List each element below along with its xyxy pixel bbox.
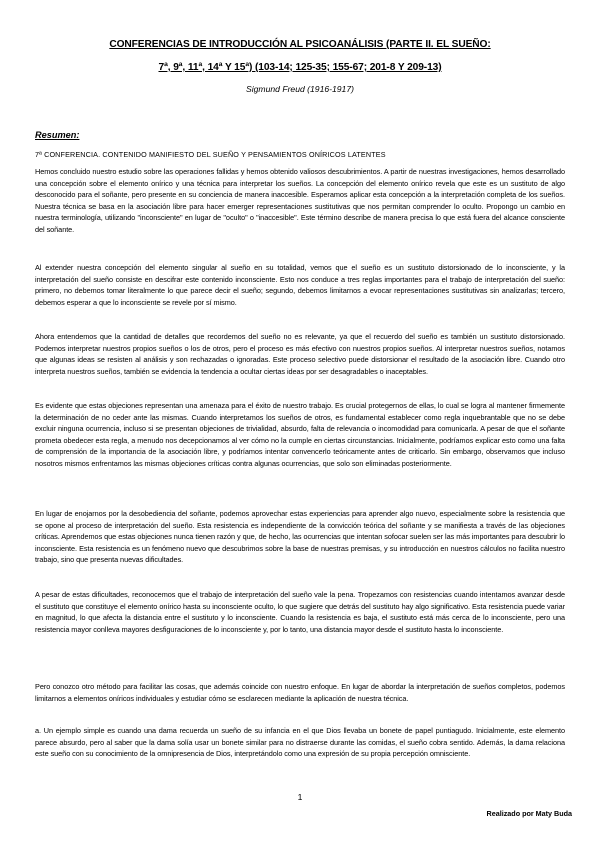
footer-credit: Realizado por Maty Buda <box>486 809 572 818</box>
paragraph-3: Ahora entendemos que la cantidad de detalles que recordemos del sueño no es relevante, ya que el recuerdo del sueño es también un sustituto distorsionado. Podemos interpretar nuestros propios sueños o los de otros, pero el proceso es más efectivo con nuestros propios sueños. Al interpretar nuestros sueños, notamos que algunas ideas se resisten al análisis y son rechazadas o ignoradas. Este proceso selectivo puede distorsionar el resultado de la asociación libre. Cuando otro interpreta nuestros sueños, también se evidencia la tendencia a ocultar ciertas ideas por ser desagradables o inaceptables. <box>35 332 565 376</box>
summary-heading: Resumen: <box>35 130 80 140</box>
section-heading: 7ª CONFERENCIA. CONTENIDO MANIFIESTO DEL SUEÑO Y PENSAMIENTOS ONÍRICOS LATENTES <box>35 150 386 159</box>
paragraph-2: Al extender nuestra concepción del elemento singular al sueño en su totalidad, vemos que el sueño es un sustituto distorsionado de lo inconsciente, y la interpretación del sueño consiste en descifrar este contenido inconsciente. Esto nos conduce a tres reglas importantes para el trabajo de interpretación del sueño: primero, no debemos tomar literalmente lo que parece decir el sueño; segundo, debemos limitarnos a evocar representaciones sustitutivas sin analizarlas; tercero, debemos esperar a que lo inconsciente se revele por sí mismo. <box>35 263 565 307</box>
page-number: 1 <box>297 792 303 802</box>
document-title-line-1: CONFERENCIAS DE INTRODUCCIÓN AL PSICOANÁLISIS (PARTE II. EL SUEÑO: <box>109 39 491 50</box>
paragraph-7: Pero conozco otro método para facilitar las cosas, que además coincide con nuestro enfoque. En lugar de abordar la interpretación de sueños completos, podemos limitarnos a elementos oníricos individuales y estudiar cómo se esclarecen mediante la aplicación de nuestra técnica. <box>35 682 565 703</box>
document-author: Sigmund Freud (1916-1917) <box>246 84 354 94</box>
paragraph-4: Es evidente que estas objeciones representan una amenaza para el éxito de nuestro trabajo. Es crucial protegernos de ellas, lo cual se logra al mantener firmemente la determinación de no ceder ante las mismas. Cuando interpretamos los sueños de otros, es fundamental establecer como regla inquebrantable que no se debe excluir ninguna ocurrencia, incluso si se presentan objeciones de trivialidad, absurdo, falta de relevancia o incomodidad para comunicarla. A pesar de que el soñante prometa obedecer esta regla, a menudo nos decepcionamos al ver cómo no la cumple en ciertas circunstancias. Inicialmente, podríamos explicar esto como una falta de comprensión de la importancia de la asociación libre, y podríamos intentar convencerlo teóricamente antes de criticarlo. Sin embargo, observamos que incluso nosotros mismos enfrentamos las mismas objeciones críticas contra algunas ocurrencias, que solo son eliminadas posteriormente. <box>35 401 565 468</box>
paragraph-1: Hemos concluido nuestro estudio sobre las operaciones fallidas y hemos obtenido valiosos descubrimientos. A partir de nuestras investigaciones, hemos desarrollado una concepción sobre el elemento onírico y una técnica para interpretar los sueños. La concepción del elemento onírico revela que este es un sustituto de algo desconocido para el soñante, pero presente en su conciencia de manera inaccesible. Esperamos aplicar esta concepción a la interpretación completa de los sueños. Nuestra técnica se basa en la asociación libre para hacer emerger representaciones sustitutivas que nos permitan comprender lo oculto. Propongo un cambio en nuestra terminología, utilizando "inconsciente" en lugar de "oculto" o "inaccesible". Este término describe de manera precisa lo que está fuera del alcance consciente del soñante. <box>35 167 565 234</box>
document-title-line-2: 7ª, 9ª, 11ª, 14ª Y 15ª) (103-14; 125-35; 155-67; 201-8 Y 209-13) <box>158 62 442 73</box>
paragraph-6: A pesar de estas dificultades, reconocemos que el trabajo de interpretación del sueño vale la pena. Tropezamos con resistencias cuando intentamos avanzar desde el sustituto que constituye el elemento onírico hasta su inconsciente oculto, lo que sugiere que detrás del sustituto hay algo significativo. Esta resistencia puede variar en magnitud, lo que afecta la distancia entre el sustituto y lo inconsciente. Cuando la resistencia es baja, el sustituto está más cerca de lo inconsciente, pero una resistencia mayor conlleva mayores desfiguraciones de lo inconsciente y, por lo tanto, una distancia mayor desde el sustituto hasta lo inconsciente. <box>35 590 565 634</box>
paragraph-8: a. Un ejemplo simple es cuando una dama recuerda un sueño de su infancia en el que Dios llevaba un bonete de papel puntiagudo. Inicialmente, este elemento parece absurdo, pero al saber que la dama solía usar un bonete similar para no distraerse durante las comidas, el sueño cobra sentido. Además, la dama relaciona este sueño con su conocimiento de la omnipresencia de Dios, interpretándolo como una expresión de su propia percepción omnisciente. <box>35 726 565 759</box>
paragraph-5: En lugar de enojarnos por la desobediencia del soñante, podemos aprovechar estas experiencias para aprender algo nuevo, especialmente sobre la resistencia que se opone al proceso de interpretación del sueño. Esta resistencia es independiente de la convicción teórica del soñante y se manifiesta a través de las objeciones críticas. Aprendemos que estas objeciones nunca tienen razón y que, de hecho, las ocurrencias que intentan sofocar suelen ser las más importantes para descubrir lo inconsciente. Esta resistencia es un fenómeno nuevo que descubrimos sobre la base de nuestras premisas, y su introducción en nuestros cálculos no facilita nuestro trabajo, sino que presenta nuevas dificultades. <box>35 509 565 565</box>
